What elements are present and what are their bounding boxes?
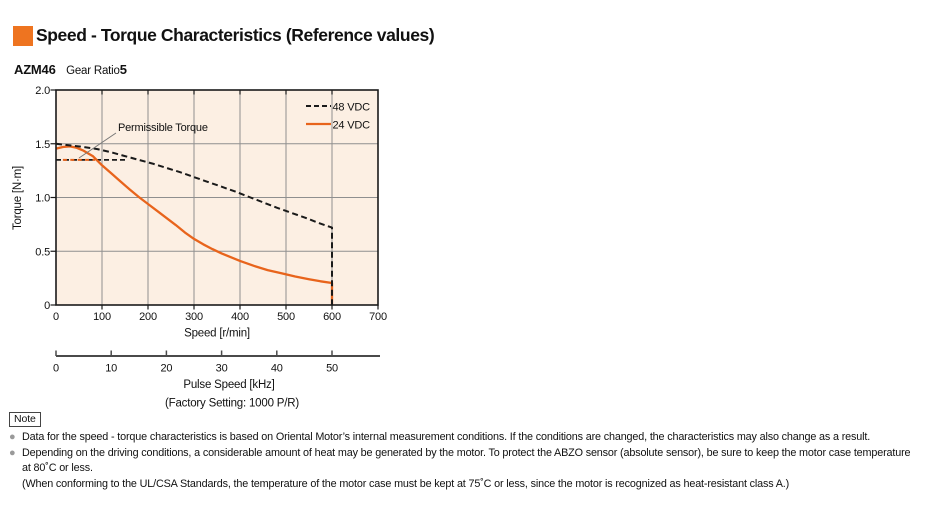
y-axis-title: Torque [N·m]	[12, 165, 24, 231]
note-text: (When conforming to the UL/CSA Standards, the temperature of the motor case must be kept at 75˚C or less, since the motor is recognized as heat-resistant class A.)	[22, 477, 790, 490]
title-square-icon	[13, 26, 33, 46]
x-tick-label: 300	[185, 311, 203, 323]
y-tick-label: 0	[44, 300, 50, 313]
model-subtitle	[14, 61, 127, 79]
note-item	[9, 430, 919, 446]
pulse-tick-label: 30	[215, 362, 228, 375]
legend-label-24vdc: 24 VDC	[332, 119, 370, 132]
note-text: Data for the speed - torque characteristics is based on Oriental Motor’s internal measurement conditions. If the conditions are changed, the characteristics may also change as a result.	[22, 431, 871, 443]
speed-torque-chart	[0, 80, 400, 420]
pulse-tick-label: 40	[270, 362, 283, 375]
note-item	[9, 477, 919, 493]
legend-label-48vdc: 48 VDC	[332, 101, 370, 114]
page-title: Speed - Torque Characteristics (Reference values)	[36, 25, 435, 45]
x-tick-label: 100	[93, 311, 111, 323]
y-tick-label: 1.0	[35, 192, 50, 205]
x-tick-label: 500	[277, 311, 295, 323]
x-tick-label: 0	[53, 311, 59, 323]
note-item	[9, 446, 919, 477]
gear-ratio-label: Gear Ratio	[66, 65, 120, 77]
x-tick-label: 600	[323, 311, 341, 323]
bullet-icon: ●	[9, 431, 16, 443]
pulse-axis-title: Pulse Speed [kHz]	[183, 379, 275, 391]
gear-ratio-value: 5	[119, 62, 127, 77]
note-label: Note	[9, 412, 41, 427]
note-text: Depending on the driving conditions, a considerable amount of heat may be generated by the motor. To protect the ABZO sensor (absolute sensor), be sure to keep the motor case temperature at 80˚C or less.	[22, 446, 911, 475]
pulse-tick-label: 20	[160, 362, 173, 375]
x-tick-label: 700	[369, 311, 387, 323]
page-header	[13, 25, 434, 46]
x-tick-label: 200	[139, 311, 157, 323]
x-tick-label: 400	[231, 311, 249, 323]
y-tick-label: 1.5	[35, 138, 50, 151]
bullet-icon: ●	[9, 446, 16, 459]
pulse-tick-label: 10	[105, 362, 118, 375]
x-axis-title: Speed [r/min]	[184, 327, 250, 340]
permissible-torque-label: Permissible Torque	[118, 122, 208, 134]
pulse-tick-label: 50	[326, 362, 338, 375]
note-section	[9, 409, 919, 492]
y-tick-label: 2.0	[35, 85, 50, 98]
pulse-tick-label: 0	[53, 362, 59, 375]
y-tick-label: 0.5	[35, 246, 50, 259]
factory-setting-note: (Factory Setting: 1000 P/R)	[165, 397, 299, 410]
model-name: AZM46	[14, 62, 56, 77]
